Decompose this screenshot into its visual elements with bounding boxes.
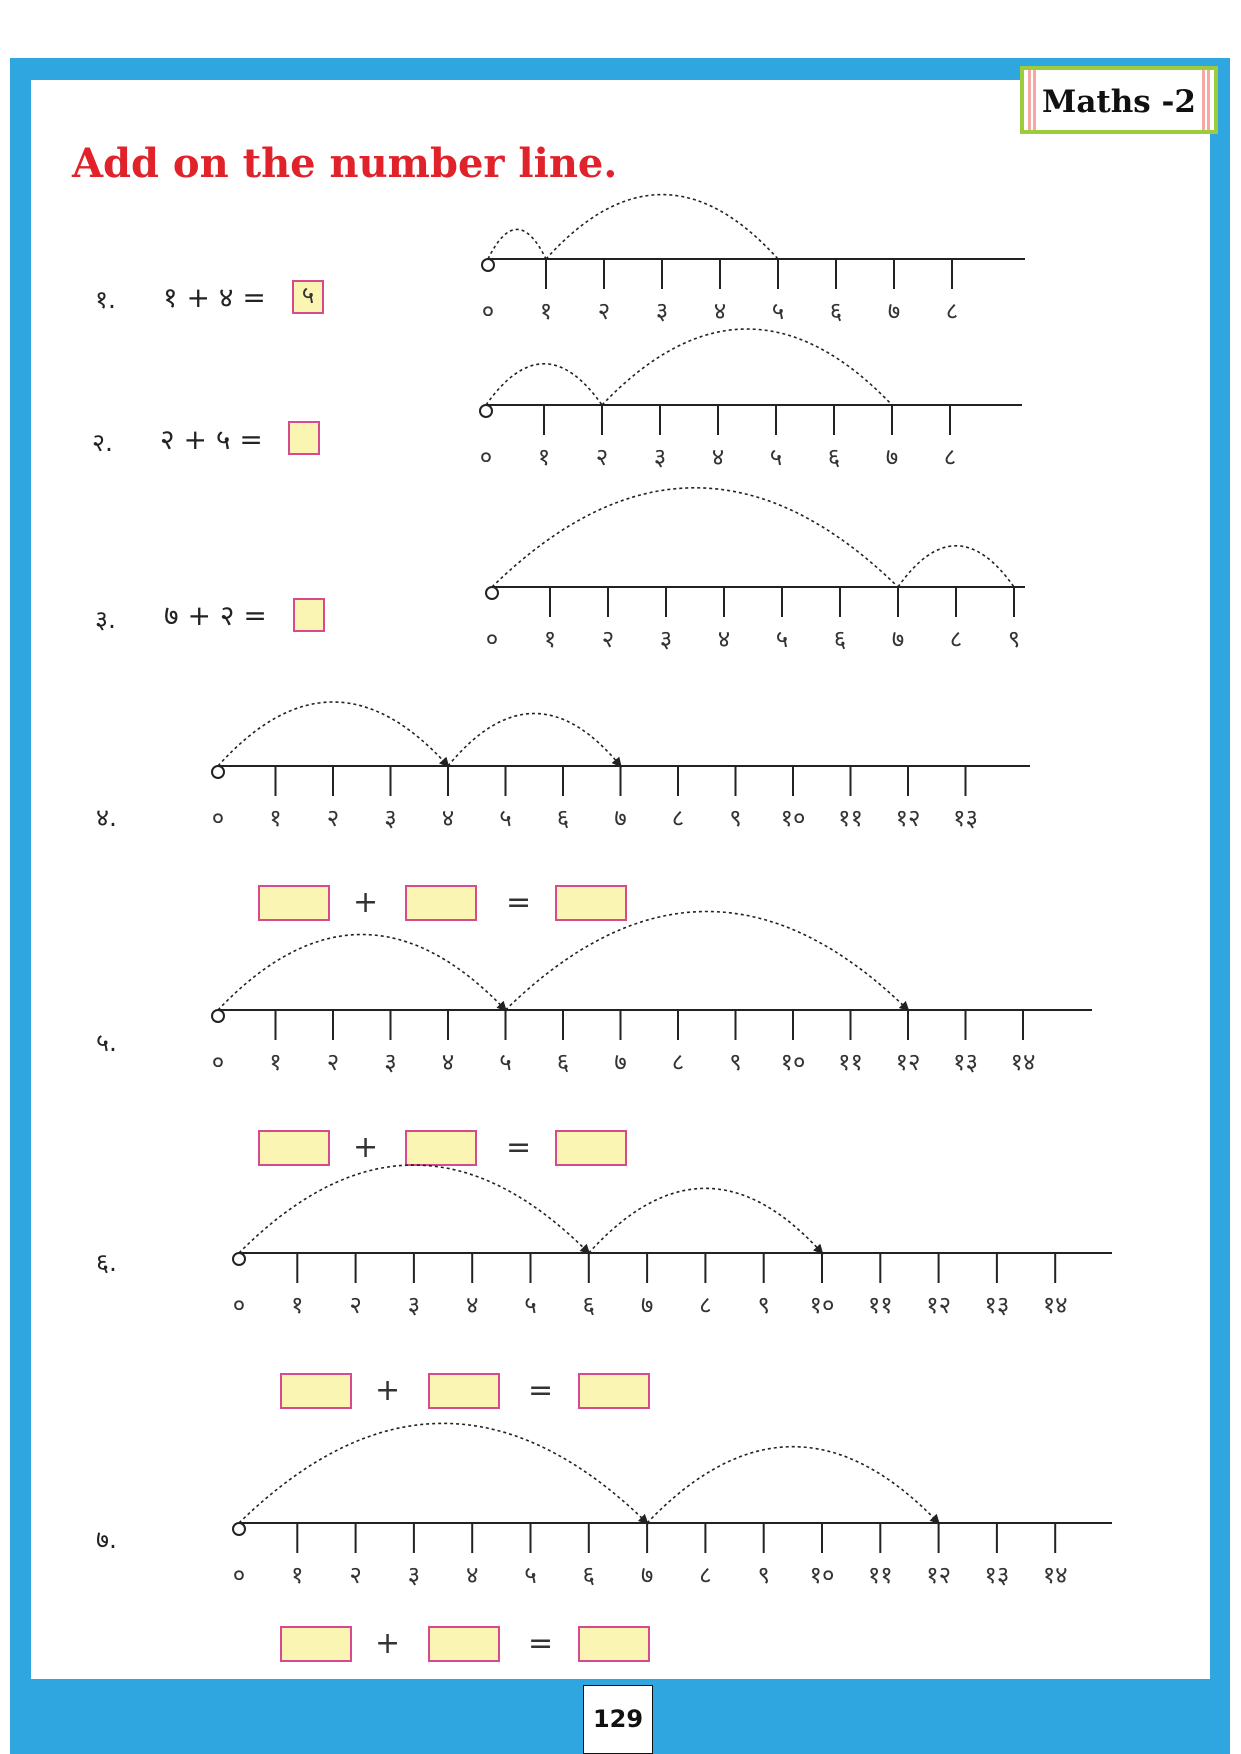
plus-sign: +	[183, 423, 207, 456]
tick-label: १०	[809, 1561, 835, 1589]
question-number: १.	[95, 285, 116, 314]
equals-sign: =	[506, 885, 532, 920]
plus-sign: +	[375, 1373, 401, 1408]
tick-label: १०	[809, 1291, 835, 1319]
question-number: ६.	[96, 1248, 117, 1277]
tick-label: ६	[833, 625, 847, 653]
tick-label: २	[349, 1561, 362, 1589]
tick-label: १	[291, 1561, 304, 1589]
page-number: 129	[583, 1685, 653, 1754]
number-line	[233, 1165, 1112, 1319]
number-line	[212, 702, 1030, 832]
tick-label: ८	[949, 625, 963, 653]
number-line	[233, 1423, 1112, 1589]
tick-label: ७	[891, 625, 905, 653]
tick-label: ७	[640, 1291, 654, 1319]
tick-label: ०	[232, 1291, 246, 1319]
number-line	[482, 195, 1025, 325]
tick-label: २	[601, 625, 615, 653]
addend-a: ७	[164, 599, 179, 632]
tick-label: ४	[465, 1291, 479, 1319]
jump-arc	[486, 364, 602, 405]
tick-label: ७	[614, 804, 627, 832]
tick-label: ८	[943, 443, 957, 471]
tick-label: ९	[757, 1291, 770, 1319]
plus-sign: +	[353, 885, 379, 920]
tick-label: २	[349, 1291, 362, 1319]
start-point	[480, 405, 492, 417]
jump-arc	[239, 1165, 589, 1253]
jump-arc	[488, 229, 546, 259]
jump-arc	[647, 1447, 939, 1523]
equals-sign: =	[528, 1626, 554, 1661]
tick-label: ६	[582, 1561, 596, 1589]
tick-label: १३	[984, 1291, 1010, 1319]
tick-label: १३	[953, 1048, 978, 1076]
tick-label: २	[595, 443, 609, 471]
tick-label: ८	[699, 1291, 712, 1319]
jump-arc	[898, 546, 1014, 587]
tick-label: ०	[481, 297, 495, 325]
tick-label: ६	[556, 804, 570, 832]
tick-label: ३	[653, 443, 667, 471]
jump-arc	[602, 329, 892, 405]
tick-label: ९	[757, 1561, 770, 1589]
jump-arc	[589, 1188, 822, 1253]
tick-label: ७	[885, 443, 899, 471]
tick-label: ५	[775, 625, 789, 653]
jump-arc	[506, 912, 909, 1011]
number-line	[212, 912, 1092, 1077]
question-number: ३.	[95, 605, 116, 634]
tick-label: १	[543, 625, 557, 653]
tick-label: ६	[827, 443, 841, 471]
jump-arc	[492, 488, 898, 587]
tick-label: ८	[699, 1561, 712, 1589]
tick-label: ६	[582, 1291, 596, 1319]
plus-sign: +	[353, 1130, 379, 1165]
equals-sign: =	[239, 423, 263, 456]
answer-box[interactable]: ५	[292, 280, 324, 314]
addend-b: ५	[215, 423, 231, 456]
tick-label: १२	[895, 804, 921, 832]
tick-label: ०	[232, 1561, 246, 1589]
tick-label: ५	[499, 804, 512, 832]
tick-label: ४	[465, 1561, 479, 1589]
subject-label: Maths -2	[1042, 84, 1196, 120]
tick-label: ९	[1007, 625, 1021, 653]
tick-label: २	[326, 804, 340, 832]
tick-label: १०	[780, 804, 806, 832]
plus-sign: +	[187, 599, 211, 632]
tick-label: १४	[1042, 1561, 1068, 1589]
tick-label: ८	[671, 1048, 685, 1076]
tick-label: ४	[441, 804, 455, 832]
question-number: २.	[92, 428, 113, 457]
tick-label: ३	[384, 1048, 397, 1076]
tick-label: १	[269, 1048, 282, 1076]
addend-b: २	[219, 599, 235, 632]
tick-label: ३	[407, 1561, 421, 1589]
tick-label: ६	[556, 1048, 570, 1076]
start-point	[486, 587, 498, 599]
tick-label: ८	[945, 297, 959, 325]
start-point	[212, 766, 224, 778]
tick-label: ४	[717, 625, 731, 653]
tick-label: १४	[1010, 1048, 1036, 1076]
tick-label: ३	[659, 625, 673, 653]
tick-label: ०	[211, 1048, 225, 1076]
tick-label: ७	[614, 1048, 627, 1076]
tick-label: १३	[953, 804, 978, 832]
tick-label: ०	[485, 625, 499, 653]
question-number: ७.	[96, 1525, 117, 1554]
start-point	[212, 1010, 224, 1022]
tick-label: १३	[984, 1561, 1010, 1589]
jump-arc	[239, 1423, 647, 1523]
question-number: ४.	[96, 803, 117, 832]
tick-label: १०	[780, 1048, 806, 1076]
tick-label: ७	[887, 297, 901, 325]
tick-label: १२	[926, 1561, 952, 1589]
tick-label: १	[291, 1291, 304, 1319]
tick-label: १	[539, 297, 553, 325]
equals-sign: =	[242, 281, 266, 314]
addend-a: २	[160, 423, 175, 456]
tick-label: ११	[838, 804, 863, 832]
number-line	[486, 488, 1025, 653]
tick-label: १२	[926, 1291, 952, 1319]
tick-label: ५	[769, 443, 783, 471]
tick-label: ३	[407, 1291, 421, 1319]
tick-label: ५	[524, 1291, 537, 1319]
start-point	[482, 259, 494, 271]
tick-label: ०	[211, 804, 225, 832]
tick-label: ११	[867, 1561, 893, 1589]
tick-label: ४	[711, 443, 725, 471]
jump-arc	[546, 195, 778, 259]
tick-label: १	[269, 804, 282, 832]
tick-label: ५	[524, 1561, 537, 1589]
jump-arc	[218, 935, 506, 1011]
equals-sign: =	[528, 1373, 554, 1408]
plus-sign: +	[375, 1626, 401, 1661]
tick-label: ३	[384, 804, 397, 832]
tick-label: ६	[829, 297, 843, 325]
question-number: ५.	[96, 1028, 117, 1057]
page-title: Add on the number line.	[72, 140, 618, 187]
jump-arc	[448, 714, 621, 767]
tick-label: २	[597, 297, 611, 325]
start-point	[233, 1253, 245, 1265]
tick-label: ९	[729, 804, 742, 832]
equals-sign: =	[506, 1130, 532, 1165]
tick-label: १	[537, 443, 551, 471]
addend-b: ४	[218, 281, 234, 314]
tick-label: ११	[838, 1048, 863, 1076]
tick-label: १४	[1042, 1291, 1068, 1319]
tick-label: ९	[729, 1048, 742, 1076]
tick-label: ८	[671, 804, 685, 832]
tick-label: ७	[640, 1561, 654, 1589]
jump-arc	[218, 702, 448, 766]
plus-sign: +	[186, 281, 210, 314]
tick-label: ४	[713, 297, 727, 325]
tick-label: १२	[895, 1048, 921, 1076]
addend-a: १	[163, 281, 178, 314]
tick-label: ३	[655, 297, 669, 325]
tick-label: २	[326, 1048, 340, 1076]
tick-label: ४	[441, 1048, 455, 1076]
tick-label: ०	[479, 443, 493, 471]
tick-label: ५	[771, 297, 785, 325]
tick-label: ५	[499, 1048, 512, 1076]
equals-sign: =	[243, 599, 267, 632]
number-line	[480, 329, 1022, 471]
start-point	[233, 1523, 245, 1535]
tick-label: ११	[867, 1291, 893, 1319]
